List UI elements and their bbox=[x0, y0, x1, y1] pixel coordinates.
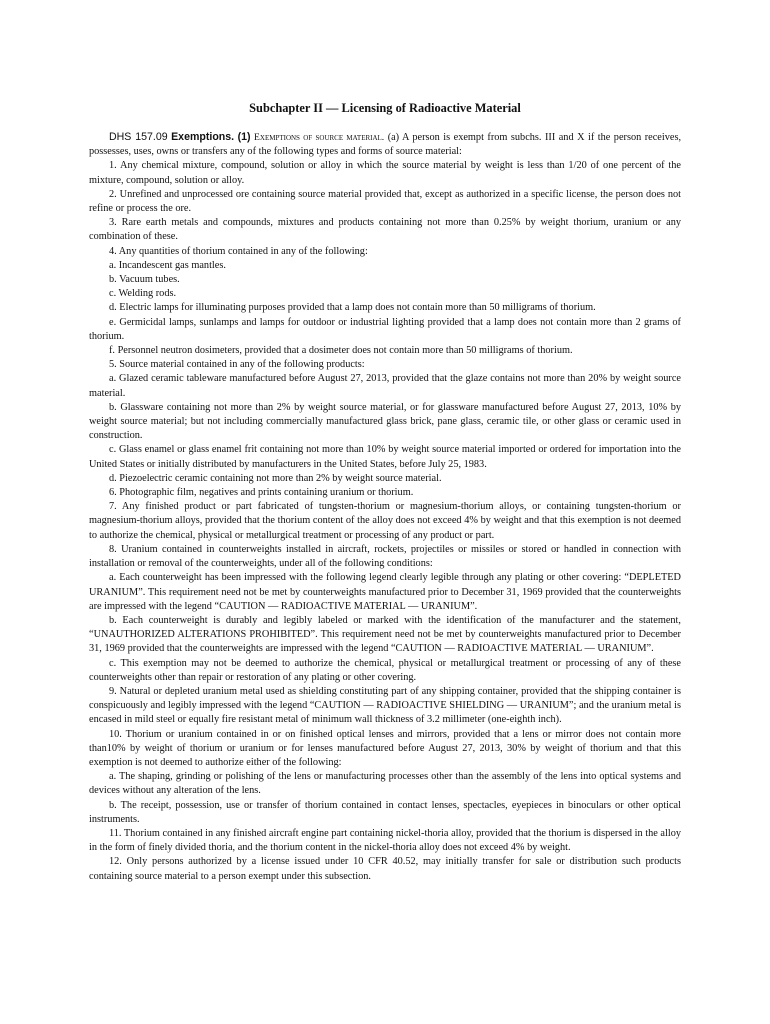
section-intro-text: (a) A person is exempt from subchs. III and X if the person receives, possesses, uses, owns or transfers any of the following types and forms of source material: bbox=[89, 132, 682, 158]
paragraph-item: f. Personnel neutron dosimeters, provided that a dosimeter does not contain more than 50 milligrams of thorium. bbox=[109, 345, 573, 357]
paragraph-item: c. Glass enamel or glass enamel frit containing not more than 10% by weight source material imported or ordered for importation into the United States or initially distributed by manufacturers in the United States, before July 25, 1983. bbox=[89, 444, 681, 470]
paragraph-item: 1. Any chemical mixture, compound, solution or alloy in which the source material by weight is less than 1/20 of one percent of the mixture, compound, solution or alloy. bbox=[89, 160, 681, 186]
paragraph-item: 11. Thorium contained in any finished aircraft engine part containing nickel-thoria alloy, provided that the thorium is dispersed in the alloy in the form of finely divided thoria, and the thorium content in the nickel-thoria alloy does not exceed 4% by weight. bbox=[89, 827, 681, 854]
section-number: DHS 157.09 bbox=[109, 131, 168, 143]
paragraph-item: 5. Source material contained in any of the following products: bbox=[109, 359, 365, 371]
paragraph-item: a. Glazed ceramic tableware manufactured before August 27, 2013, provided that the glaze contains not more than 20% by weight source material. bbox=[89, 373, 681, 399]
paragraph-item: e. Germicidal lamps, sunlamps and lamps for outdoor or industrial lighting provided that a lamp does not contain more than 2 grams of thorium. bbox=[89, 316, 681, 342]
section-heading: Exemptions. bbox=[171, 131, 235, 143]
document-body bbox=[89, 130, 681, 884]
paragraph-item: c. Welding rods. bbox=[109, 288, 177, 300]
paragraph-item: b. Vacuum tubes. bbox=[109, 274, 180, 286]
subsection-heading: Exemptions of source material. bbox=[254, 132, 385, 143]
paragraph-item: b. Each counterweight is durably and legibly labeled or marked with the identification of the manufacturer and the statement, “UNAUTHORIZED ALTERATIONS PROHIBITED”. This requirement need not be met by counterweights manufactured prior to December 31, 1969 provided that the counterweights are impressed with the legend “CAUTION — RADIOACTIVE MATERIAL — URANIUM”. bbox=[89, 614, 681, 655]
paragraph-item: 2. Unrefined and unprocessed ore containing source material provided that, except as authorized in a specific license, the person does not refine or process the ore. bbox=[89, 188, 681, 215]
paragraph-item: 4. Any quantities of thorium contained in any of the following: bbox=[109, 245, 368, 257]
paragraph-item: a. Incandescent gas mantles. bbox=[109, 259, 226, 271]
paragraph-item: 3. Rare earth metals and compounds, mixtures and products containing not more than 0.25% by weight thorium, uranium or any combination of these. bbox=[89, 217, 681, 243]
paragraph-item: 8. Uranium contained in counterweights installed in aircraft, rockets, projectiles or missiles or stored or handled in connection with installation or removal of the counterweights, under all of the following conditions: bbox=[89, 543, 681, 570]
paragraph-item: b. The receipt, possession, use or transfer of thorium contained in contact lenses, spectacles, eyepieces in binoculars or other optical instruments. bbox=[89, 799, 681, 825]
paragraph-item: d. Piezoelectric ceramic containing not more than 2% by weight source material. bbox=[109, 472, 442, 484]
page-title: Subchapter II — Licensing of Radioactive Material bbox=[249, 101, 521, 115]
paragraph-item: 9. Natural or depleted uranium metal used as shielding constituting part of any shipping container, provided that the shipping container is conspicuously and legibly impressed with the legend “CAUTION — RADIOACTIVE SHIELDING — URANIUM”; and the uranium metal is encased in mild steel or equally fire resistant metal of minimum wall thickness of 3.2 millimeter (one-eighth inch). bbox=[89, 685, 681, 726]
paragraph-item: 12. Only persons authorized by a license issued under 10 CFR 40.52, may initially transfer for sale or distribution such products containing source material to a person exempt under this subsection. bbox=[89, 856, 681, 882]
paragraph-item: c. This exemption may not be deemed to authorize the chemical, physical or metallurgical treatment or processing of any of these counterweights other than repair or restoration of any plating or other covering. bbox=[89, 657, 681, 683]
paragraph-item: 10. Thorium or uranium contained in or on finished optical lenses and mirrors, provided that a lens or mirror does not contain more than10% by weight of thorium or uranium or for lenses manufactured before August 27, 2013, 30% by weight of thorium and that this exemption is not deemed to authorize either of the following: bbox=[89, 728, 681, 768]
paragraph-item: a. The shaping, grinding or polishing of the lens or manufacturing processes other than the assembly of the lens into optical systems and devices without any alteration of the lens. bbox=[89, 771, 681, 797]
paragraph-item: a. Each counterweight has been impressed with the following legend clearly legible through any plating or other covering: “DEPLETED URANIUM”. This requirement need not be met by counterweights manufactured prior to December 31, 1969 provided that the counterweights are impressed with the legend “CAUTION — RADIOACTIVE MATERIAL — URANIUM”. bbox=[89, 572, 681, 612]
paragraph-item: d. Electric lamps for illuminating purposes provided that a lamp does not contain more than 50 milligrams of thorium. bbox=[109, 302, 596, 314]
paragraph-item: b. Glassware containing not more than 2% by weight source material, or for glassware manufactured before August 27, 2013, 10% by weight source material; but not including commercially manufactured glass brick, pane glass, ceramic tile, or other glass or ceramic used in construction. bbox=[89, 401, 681, 442]
section-intro-paragraph bbox=[89, 130, 681, 159]
paragraph-item: 6. Photographic film, negatives and prints containing uranium or thorium. bbox=[109, 487, 414, 499]
paragraph-item: 7. Any finished product or part fabricated of tungsten-thorium or magnesium-thorium alloys, or containing tungsten-thorium or magnesium-thorium alloys, provided that the thorium content of the alloy does not exceed 4% by weight and that this exemption is not deemed to authorize the chemical, physical or metallurgical treatment or processing of any product or part. bbox=[89, 501, 681, 541]
subsection-number: (1) bbox=[237, 131, 251, 143]
